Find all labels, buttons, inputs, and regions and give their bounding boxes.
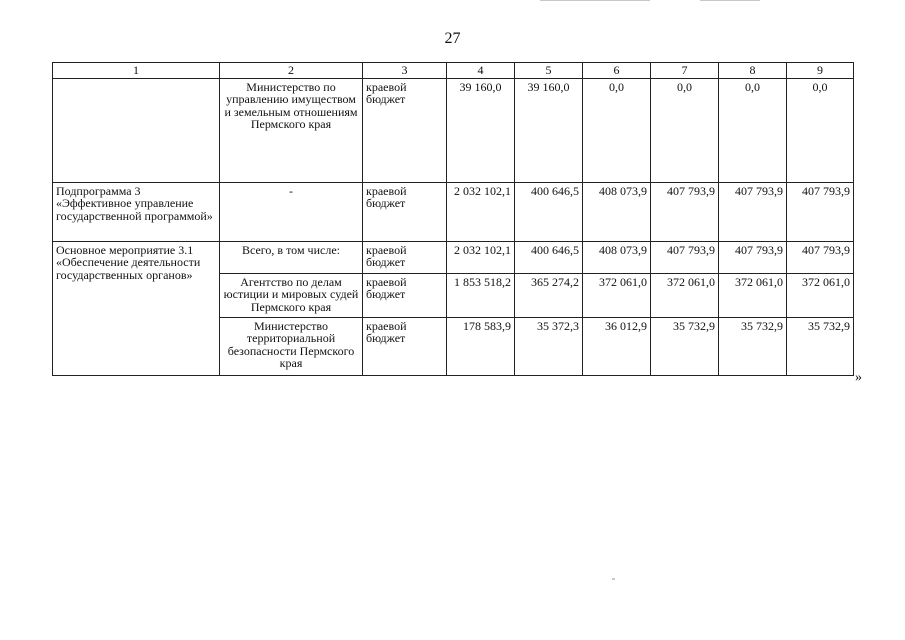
value-cell: 372 061,0 (787, 273, 854, 317)
value-cell: 408 073,9 (583, 182, 651, 241)
value-cell: 0,0 (787, 78, 854, 182)
value-cell: 407 793,9 (719, 241, 787, 273)
value-cell: 35 732,9 (719, 317, 787, 375)
funding-source-cell: краевой бюджет (363, 273, 447, 317)
executor-cell: Агентство по делам юстиции и мировых судей Пермского края (220, 273, 363, 317)
value-cell: 0,0 (651, 78, 719, 182)
value-cell: 0,0 (583, 78, 651, 182)
budget-table (52, 62, 854, 376)
page-number: 27 (444, 30, 461, 47)
value-cell: 2 032 102,1 (447, 241, 515, 273)
funding-source-cell: краевой бюджет (363, 182, 447, 241)
column-header: 2 (220, 63, 363, 79)
column-header: 4 (447, 63, 515, 79)
column-header: 8 (719, 63, 787, 79)
value-cell: 407 793,9 (651, 241, 719, 273)
column-header: 1 (53, 63, 220, 79)
column-header: 3 (363, 63, 447, 79)
value-cell: 407 793,9 (651, 182, 719, 241)
funding-source-cell: краевой бюджет (363, 241, 447, 273)
program-name-cell: Основное мероприятие 3.1 «Обеспечение деятельности государственных органов» (53, 241, 220, 375)
value-cell: 372 061,0 (651, 273, 719, 317)
table-row (53, 182, 854, 241)
executor-cell: Всего, в том числе: (220, 241, 363, 273)
table-header-row (53, 63, 854, 79)
executor-cell: Министерство территориальной безопасности Пермского края (220, 317, 363, 375)
executor-cell: - (220, 182, 363, 241)
program-name-cell: Подпрограмма 3 «Эффективное управление государственной программой» (53, 182, 220, 241)
value-cell: 408 073,9 (583, 241, 651, 273)
value-cell: 35 372,3 (515, 317, 583, 375)
table-row (53, 241, 854, 273)
value-cell: 2 032 102,1 (447, 182, 515, 241)
value-cell: 407 793,9 (719, 182, 787, 241)
value-cell: 36 012,9 (583, 317, 651, 375)
value-cell: 35 732,9 (787, 317, 854, 375)
column-header: 5 (515, 63, 583, 79)
value-cell: 400 646,5 (515, 182, 583, 241)
value-cell: 365 274,2 (515, 273, 583, 317)
value-cell: 407 793,9 (787, 241, 854, 273)
closing-quote: » (855, 370, 862, 385)
column-header: 7 (651, 63, 719, 79)
value-cell: 39 160,0 (515, 78, 583, 182)
funding-source-cell: краевой бюджет (363, 317, 447, 375)
program-name-cell (53, 78, 220, 182)
value-cell: 1 853 518,2 (447, 273, 515, 317)
value-cell: 39 160,0 (447, 78, 515, 182)
column-header: 6 (583, 63, 651, 79)
scan-artifact-line (700, 0, 760, 1)
value-cell: 400 646,5 (515, 241, 583, 273)
value-cell: 0,0 (719, 78, 787, 182)
value-cell: 178 583,9 (447, 317, 515, 375)
scan-artifact-line (612, 578, 615, 580)
column-header: 9 (787, 63, 854, 79)
scan-artifact-line (540, 0, 650, 1)
value-cell: 407 793,9 (787, 182, 854, 241)
value-cell: 372 061,0 (583, 273, 651, 317)
funding-source-cell: краевой бюджет (363, 78, 447, 182)
value-cell: 35 732,9 (651, 317, 719, 375)
value-cell: 372 061,0 (719, 273, 787, 317)
executor-cell: Министерство по управлению имуществом и земельным отношениям Пермского края (220, 78, 363, 182)
table-row (53, 78, 854, 182)
